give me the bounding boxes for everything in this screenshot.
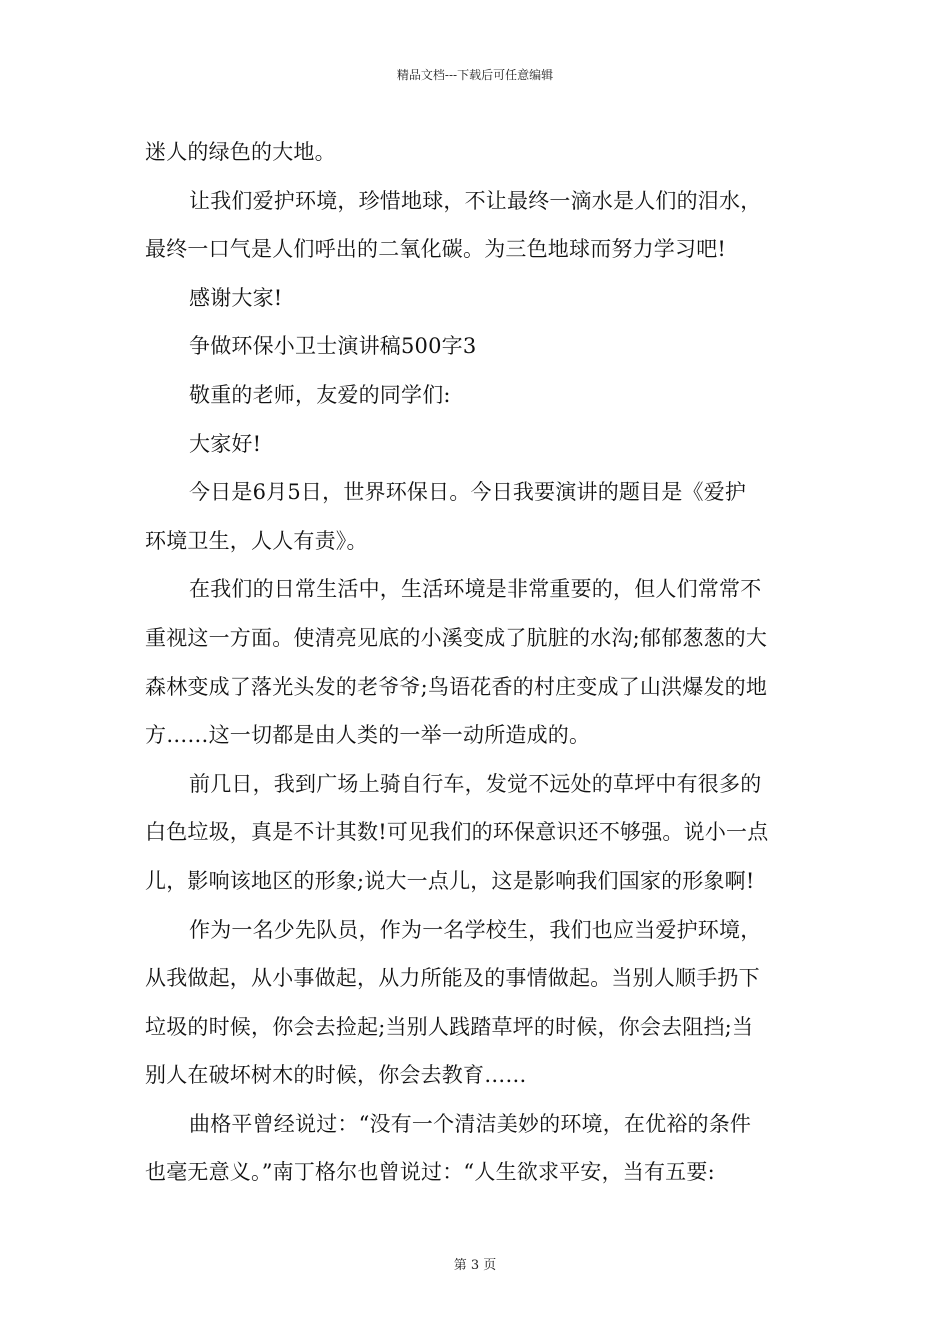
text-line: 前几日，我到广场上骑自行车，发觉不远处的草坪中有很多的: [189, 771, 762, 796]
section-title: 争做环保小卫士演讲稿500字3: [189, 334, 477, 359]
text-line: 方……这一切都是由人类的一举一动所造成的。: [145, 723, 591, 748]
text-line: 也毫无意义。”南丁格尔也曾说过：“人生欲求平安，当有五要:: [145, 1160, 715, 1185]
text-line: 儿，影响该地区的形象;说大一点儿，这是影响我们国家的形象啊!: [145, 868, 755, 893]
text-line: 大家好!: [189, 431, 262, 456]
text-line: 今日是6月5日，世界环保日。今日我要演讲的题目是《爱护: [189, 480, 747, 505]
text-line: 垃圾的时候，你会去捡起;当别人践踏草坪的时候，你会去阻挡;当: [145, 1014, 754, 1039]
text-line: 从我做起，从小事做起，从力所能及的事情做起。当别人顺手扔下: [145, 966, 760, 991]
text-line: 重视这一方面。使清亮见底的小溪变成了肮脏的水沟;郁郁葱葱的大: [145, 625, 768, 650]
text-line: 敬重的老师，友爱的同学们:: [189, 382, 451, 407]
page-header: 精品文档---下载后可任意编辑: [396, 68, 554, 82]
text-line: 在我们的日常生活中，生活环境是非常重要的，但人们常常不: [189, 577, 762, 602]
text-line: 别人在破坏树木的时候，你会去教育……: [145, 1063, 527, 1088]
text-line: 作为一名少先队员，作为一名学校生，我们也应当爱护环境，: [189, 917, 762, 942]
document-body: [145, 128, 809, 1197]
text-line: 让我们爱护环境，珍惜地球，不让最终一滴水是人们的泪水，: [189, 188, 762, 213]
text-line: 感谢大家!: [189, 285, 283, 310]
text-line: 环境卫生，人人有责》。: [145, 528, 368, 553]
text-line: 森林变成了落光头发的老爷爷;鸟语花香的村庄变成了山洪爆发的地: [145, 674, 768, 699]
page-number: 第 3 页: [453, 1258, 497, 1273]
text-line: 迷人的绿色的大地。: [145, 140, 336, 164]
text-line: 曲格平曾经说过：“没有一个清洁美妙的环境，在优裕的条件: [189, 1111, 752, 1136]
text-line: 白色垃圾，真是不计其数!可见我们的环保意识还不够强。说小一点: [145, 820, 769, 845]
text-line: 最终一口气是人们呼出的二氧化碳。为三色地球而努力学习吧!: [145, 237, 727, 262]
